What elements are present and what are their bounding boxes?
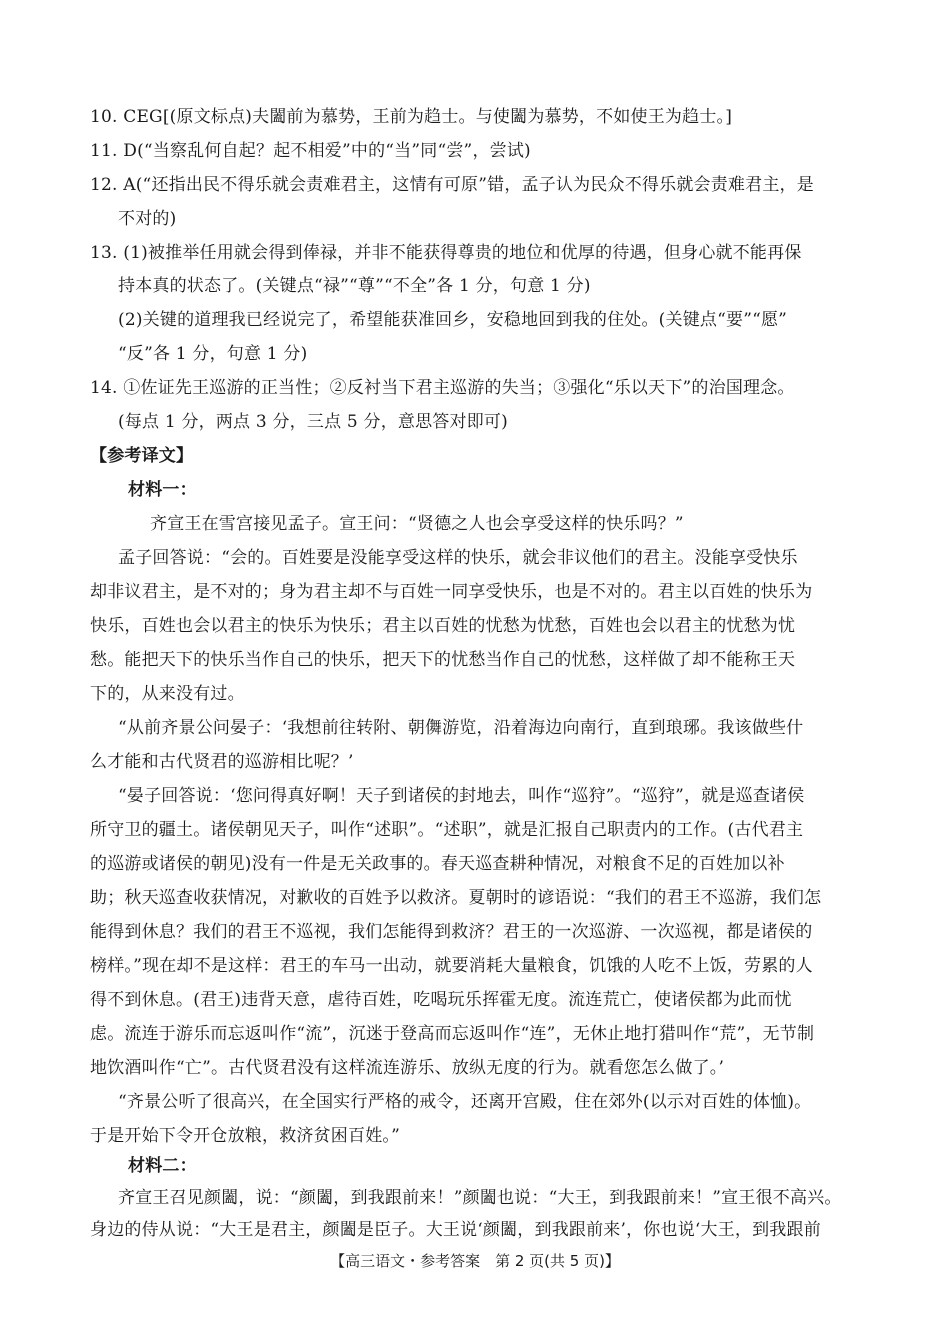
answer-12-line-2: 不对的): [118, 209, 177, 229]
translation-line: 所守卫的疆土。诸侯朝见天子，叫作“述职”。“述职”，就是汇报自己职责内的工作。(古代君主: [90, 820, 804, 840]
translation-line: 的巡游或诸侯的朝见)没有一件是无关政事的。春天巡查耕种情况，对粮食不足的百姓加以补: [90, 854, 785, 874]
translation-line: 身边的侍从说：“大王是君主，颜闔是臣子。大王说‘颜闔，到我跟前来’，你也说‘大王，到我跟前: [90, 1220, 821, 1240]
translation-line: 地饮酒叫作“亡”。古代贤君没有这样流连游乐、放纵无度的行为。就看您怎么做了。’: [90, 1058, 725, 1078]
translation-line: 却非议君主，是不对的；身为君主却不与百姓一同享受快乐，也是不对的。君主以百姓的快乐为: [90, 582, 813, 602]
answer-11: 11. D(“当察乱何自起？起不相爱”中的“当”同“尝”，尝试): [90, 141, 531, 161]
translation-line: 齐宣王召见颜闔，说：“颜闔，到我跟前来！”颜闔也说：“大王，到我跟前来！”宣王很不高兴。: [118, 1188, 842, 1208]
translation-line: 下的，从来没有过。: [90, 684, 245, 704]
translation-line: 虑。流连于游乐而忘返叫作“流”，沉迷于登高而忘返叫作“连”，无休止地打猎叫作“荒”，无节制: [90, 1024, 815, 1044]
answer-13-line-4: “反”各 1 分，句意 1 分): [118, 344, 308, 364]
translation-line: 么才能和古代贤君的巡游相比呢？’: [90, 752, 354, 772]
translation-line: 能得到休息？我们的君王不巡视，我们怎能得到救济？君王的一次巡游、一次巡视，都是诸侯的: [90, 922, 813, 942]
answer-14-line-1: 14. ①佐证先王巡游的正当性；②反衬当下君主巡游的失当；③强化“乐以天下”的治国理念。: [90, 378, 795, 398]
translation-line: 助；秋天巡查收获情况，对歉收的百姓予以救济。夏朝时的谚语说：“我们的君王不巡游，我们怎: [90, 888, 822, 908]
translation-line: “齐景公听了很高兴，在全国实行严格的戒令，还离开宫殿，住在郊外(以示对百姓的体恤)。: [118, 1092, 812, 1112]
translation-line: 得不到休息。(君王)违背天意，虐待百姓，吃喝玩乐挥霍无度。流连荒亡，使诸侯都为此而忧: [90, 990, 792, 1010]
translation-line: “从前齐景公问晏子：‘我想前往转附、朝儛游览，沿着海边向南行，直到琅琊。我该做些什: [118, 718, 804, 738]
translation-line: 榜样。”现在却不是这样：君王的车马一出动，就要消耗大量粮食，饥饿的人吃不上饭，劳累的人: [90, 956, 813, 976]
translation-line: 快乐，百姓也会以君主的快乐为快乐；君主以百姓的忧愁为忧愁，百姓也会以君主的忧愁为忧: [90, 616, 796, 636]
translation-line: 愁。能把天下的快乐当作自己的快乐，把天下的忧愁当作自己的忧愁，这样做了却不能称王天: [90, 650, 796, 670]
translation-line: 于是开始下令开仓放粮，救济贫困百姓。”: [90, 1126, 400, 1146]
translation-line: 齐宣王在雪宫接见孟子。宣王问：“贤德之人也会享受这样的快乐吗？”: [150, 514, 684, 534]
answer-13-line-2: 持本真的状态了。(关键点“禄”“尊”“不全”各 1 分，句意 1 分): [118, 276, 591, 296]
material-2-title: 材料二：: [128, 1156, 197, 1176]
material-1-title: 材料一：: [128, 480, 197, 500]
answer-12-line-1: 12. A(“还指出民不得乐就会责难君主，这情有可原”错，孟子认为民众不得乐就会责难君主，是: [90, 175, 814, 195]
translation-line: 孟子回答说：“会的。百姓要是没能享受这样的快乐，就会非议他们的君主。没能享受快乐: [118, 548, 798, 568]
answer-13-line-1: 13. (1)被推举任用就会得到俸禄，并非不能获得尊贵的地位和优厚的待遇，但身心就不能再保: [90, 243, 802, 263]
translation-line: “晏子回答说：‘您问得真好啊！天子到诸侯的封地去，叫作“巡狩”。“巡狩”，就是巡查诸侯: [118, 786, 805, 806]
page-footer: 【高三语文・参考答案 第 2 页(共 5 页)】: [330, 1252, 620, 1270]
answer-14-line-2: (每点 1 分，两点 3 分，三点 5 分，意思答对即可): [118, 412, 508, 432]
translation-heading: 【参考译文】: [90, 446, 194, 466]
answer-10: 10. CEG[(原文标点)夫闔前为慕势，王前为趋士。与使闔为慕势，不如使王为趋士。]: [90, 107, 733, 127]
answer-13-line-3: (2)关键的道理我已经说完了，希望能获准回乡，安稳地回到我的住处。(关键点“要”“愿”: [118, 310, 788, 330]
